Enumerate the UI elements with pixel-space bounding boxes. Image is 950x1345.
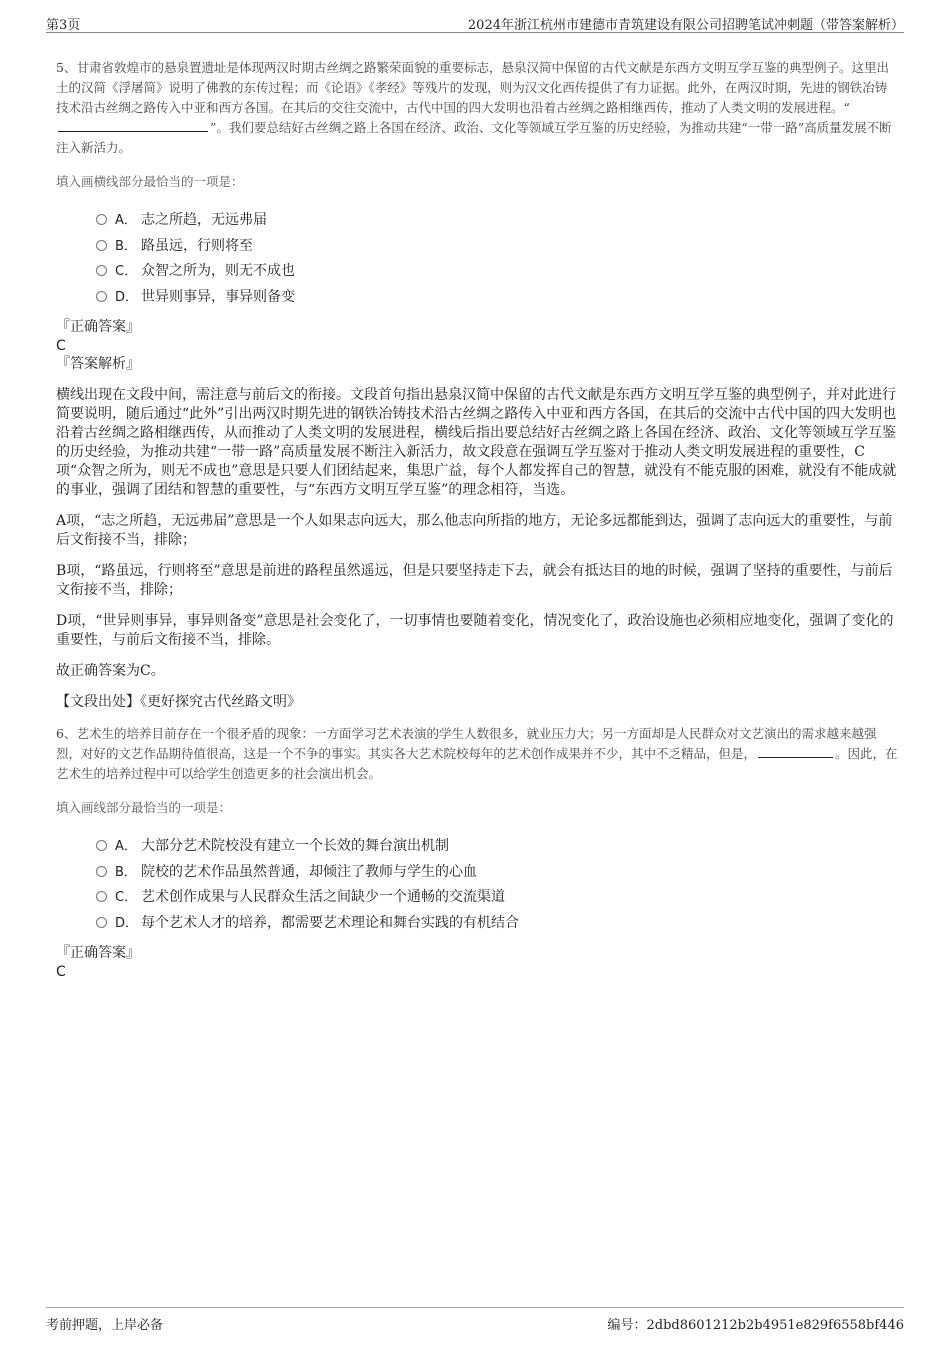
radio-icon[interactable] — [96, 866, 107, 877]
radio-icon[interactable] — [96, 291, 107, 302]
page-header — [46, 12, 904, 33]
question-6-options — [96, 834, 898, 936]
answer-value: C — [56, 964, 66, 980]
option-c[interactable]: C． 众智之所为，则无不成也 — [96, 259, 898, 285]
option-b[interactable]: B． 院校的艺术作品虽然普通，却倾注了教师与学生的心血 — [96, 860, 898, 886]
question-6-prompt: 填入画线部分最恰当的一项是： — [56, 800, 232, 815]
analysis-paragraph: A项，“志之所趋，无远弗届”意思是一个人如果志向远大，那么他志向所指的地方，无论多远都能到达，强调了志向远大的重要性，与前后文衔接不当，排除； — [56, 513, 893, 548]
option-a[interactable]: A． 大部分艺术院校没有建立一个长效的舞台演出机制 — [96, 834, 898, 860]
question-5-prompt: 填入画横线部分最恰当的一项是： — [56, 174, 244, 189]
option-d[interactable]: D． 每个艺术人才的培养，都需要艺术理论和舞台实践的有机结合 — [96, 911, 898, 937]
document-id: 编号：2dbd8601212b2b4951e829f6558bf446 — [607, 1318, 904, 1333]
radio-icon[interactable] — [96, 891, 107, 902]
fill-blank — [58, 119, 208, 132]
option-a[interactable]: A． 志之所趋，无远弗届 — [96, 208, 898, 234]
analysis-paragraph: B项，“路虽远，行则将至”意思是前进的路程虽然遥远，但是只要坚持走下去，就会有抵达目的地的时候，强调了坚持的重要性，与前后文衔接不当，排除； — [56, 563, 893, 598]
answer-label: 『正确答案』 — [56, 945, 140, 961]
radio-icon[interactable] — [96, 265, 107, 276]
answer-value: C — [56, 338, 66, 354]
analysis-label: 『答案解析』 — [56, 356, 140, 372]
radio-icon[interactable] — [96, 240, 107, 251]
analysis-paragraph: D项，“世异则事异，事异则备变”意思是社会变化了，一切事情也要随着变化，情况变化了，政治设施也必须相应地变化，强调了变化的重要性，与前后文衔接不当，排除。 — [56, 613, 894, 648]
content — [56, 58, 898, 981]
answer-label: 『正确答案』 — [56, 319, 140, 335]
page-number: 第3页 — [46, 18, 81, 33]
fill-blank — [758, 745, 833, 758]
source-note: 【文段出处】《更好探究古代丝路文明》 — [56, 694, 301, 710]
analysis-paragraph: 横线出现在文段中间，需注意与前后文的衔接。文段首句指出悬泉汉简中保留的古代文献是东西方文明互学互鉴的典型例子，并对此进行简要说明，随后通过“此外”引出两汉时期先进的钢铁冶铸技术沿古丝绸之路传入中亚和西方各国，在其后的交流中古代中国的四大发明也沿着古丝绸之路相继西传，从而推动了人类文明的发展进程，横线后指出要总结好古丝绸之路上各国在经济、政治、文化等领域互学互鉴的历史经验，为推动共建“一带一路”高质量发展不断注入新活力，故文段意在强调互学互鉴对于推动人类文明发展进程的重要性，C项“众智之所为，则无不成也”意思是只要人们团结起来，集思广益，每个人都发挥自己的智慧，就没有不能克服的困难，就没有不能成就的事业，强调了团结和智慧的重要性，与“东西方文明互学互鉴”的理念相符，当选。 — [56, 387, 897, 498]
analysis — [56, 386, 898, 712]
footer-slogan: 考前押题，上岸必备 — [46, 1318, 164, 1333]
option-c[interactable]: C． 艺术创作成果与人民群众生活之间缺少一个通畅的交流渠道 — [96, 885, 898, 911]
question-6-stem: 6、艺术生的培养目前存在一个很矛盾的现象：一方面学习艺术表演的学生人数很多，就业压力大；另一方面却是人民群众对文艺演出的需求越来越强烈，对好的文艺作品期待值很高，这是一个不争的事实。其实各大艺术院校每年的艺术创作成果并不少，其中不乏精品，但是， 。因此，在艺术生的培养过程中可以给学生创造更多的社会演出机会。 — [56, 726, 898, 781]
page-footer — [46, 1307, 904, 1332]
question-5-options — [96, 208, 898, 310]
radio-icon[interactable] — [96, 917, 107, 928]
question-5-stem: 5、甘肃省敦煌市的悬泉置遗址是体现两汉时期古丝绸之路繁荣面貌的重要标志，悬泉汉简中保留的古代文献是东西方文明互学互鉴的典型例子。这里出土的汉简《浮屠简》说明了佛教的东传过程；而《论语》《孝经》等残片的发现，则为汉文化西传提供了有力证据。此外，在两汉时期，先进的钢铁冶铸技术沿古丝绸之路传入中亚和西方各国。在其后的交往交流中，古代中国的四大发明也沿着古丝绸之路相继西传，推动了人类文明的发展进程。“”。我们要总结好古丝绸之路上各国在经济、政治、文化等领域互学互鉴的历史经验，为推动共建“一带一路”高质量发展不断注入新活力。 — [56, 60, 892, 155]
analysis-paragraph: 故正确答案为C。 — [56, 663, 165, 679]
document-title: 2024年浙江杭州市建德市青筑建设有限公司招聘笔试冲刺题（带答案解析） — [467, 18, 904, 33]
radio-icon[interactable] — [96, 840, 107, 851]
radio-icon[interactable] — [96, 214, 107, 225]
option-b[interactable]: B． 路虽远，行则将至 — [96, 234, 898, 260]
option-d[interactable]: D． 世异则事异，事异则备变 — [96, 285, 898, 311]
